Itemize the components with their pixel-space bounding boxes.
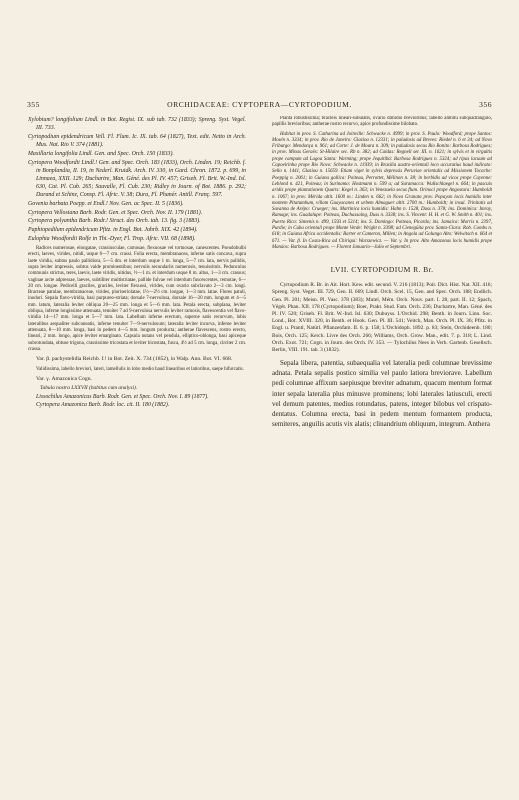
right-column — [272, 116, 492, 782]
variety-gamma-synonym: Lissochilus Amazonicus Barb. Rodr. Gen. et Spec. Orch. Nov. I. 89 (1877). — [36, 394, 209, 401]
habitat-paragraph: Habitat in prov. S. Catharina ad Joinville: Schwacke n. 4999; in prov. S. Paulo: Woodford; prope Santos: Mosén n. 3334; in prov. Rio de Janeiro: Glaziou n. 12331; in paludosis ad Breves: Riedel n. 6 et 34; ad Novo Friburgo: Mendonça n. 961; ad Corte: J. de Moura n. 309; in paludosis secus Rio Bonito: Barbosa Rodrigues; in prov. Minas Geraës: St-Hilaire sec. Rb n. 382; ad Caldas: Regnell ser. III. n. 1621; in sylvis et in virgultis prope campum ad Lagoa Santa: Warming; prope Jequitibá: Barbosa Rodrigues n. 5324; ad ripas lacuum ad Capoeirinha prope Rio Novo: Schwacke n. 11939; in Brasilia austro-orientali loco accuratius haud indicato: Sello n. 1441, Glaziou n. 15659. Etiam viget in sylvis depressis Peruviae orientalis ad Missionem Tocache: Poeppig n. 2061; in Guiana gallica: Poiteau, Perrottet, Mélinon n. 38; in herbidis ad vicos prope Cayenne: Leblond n. 421, Poiteau; in Surinamo: Hostmann n. 599 a; ad Saramacca: Wullschlaegel n. 664; in pascuis aridis prope plantationem Quarts: Kegel n. 363; in Venezuela secus flum. Orinoci prope Angostura: Humboldt n. 1067; in prov. Mérida altit. 1600 m.: Linden n. 662; in Nova Granata prov. Popayan locis humidis inter montem Pitatumbum, villam Guayacanes et urbem Almaguer altit. 2700 m.: Humboldt; in insul. Trinitatis ad Savanna de Arépo: Crueger; ins. Martinica locis humidis: Hahn n. 1528, Duss n. 378; ins. Dominica: Imray, Ramage; ins. Guadalupe: Poiteau, Duchassaing, Duss n. 3338; ins. S. Vincent: H. H. et G. W. Smith n. 401; ins. Puerto Rico: Sintenis n. 499, 1593 et 5314; ins. S. Domingo: Poiteau, Picardo; ins. Jamaica: Morris n. 2397, Purdie; in Cuba orientali prope Monte Verde: Wright n. 3398; ad Cienegüita prov. Santa-Clara: Rob. Combs n. 618; in Guiana Africa occidentalis: Barter et Cameron, Millen; in Angola ad Golungo Alto: Welwitsch n. 664 et 671. — Var. β. In Costa-Rica ad Chiriquí: Warszewicz. — Var. γ. In prov. Alto Amazonas locis humidis prope Manáos: Barbosa Rodrigues. — Florent Januario—Julio et Septembri. — [272, 131, 492, 250]
left-column — [28, 116, 246, 782]
plate-reference: Tabula nostra LXXVII (habitus cum analysi). — [40, 385, 138, 392]
running-header — [27, 100, 492, 114]
synonym-entry: Paphiopedilum epidendricum Pfitz. in Engl. Bot. Jahrb. XIX. 42 (1894). — [28, 227, 198, 234]
synonym-entry: Eulophia Woodfordii Rolfe in Thi.-Dyer, Fl. Trop. Afric. VII. 68 (1898). — [28, 235, 196, 242]
variety-beta: Var. β. pachystelidia Reichb. f.! in Bot. Zeit. X. 734 (1852), in Walp. Ann. Bot. VI. 668. — [36, 356, 233, 363]
synonym-entry: Govenia barbata Poepp. et Endl.! Nov. Gen. ac Spec. II. 5 (1836). — [28, 201, 184, 208]
synonym-entry: Cyrtopera polyantha Barb. Rodr.! Struct. des Orch. tab. 13. fig. 3 (1883). — [28, 218, 201, 225]
genus-heading: LVII. CYRTOPODIUM R. Br. — [330, 265, 434, 275]
synonym-entry: Maxillaria longifolia Lindl. Gen. and Spec. Orch. 150 (1833). — [28, 150, 174, 157]
genus-synonymy: Cyrtopodium R. Br. in Ait. Hort. Kew. edit. secund. V. 216 (1813); Poir. Dict. Hist. Nat. XII. 416; Spreng. Syst. Veget. III. 729, Gen. II. 669; Lindl. Orch. Scel. 15, Gen. and Spec. Orch. 188; Endlich. Gen. Pl. 201; Meisn. Pl. Vasc. 378 (383); Mutel, Mém. Orch. Nouv. part. I. 28, part. II. 12; Spach, Végét. Phan. XII. 178 (Cyrtopodium); Boer, Prakt. Stud. Fam. Orch. 236; Duchartre, Man. Géné. des Pl. IV. 520; Griseb. Fl. Brit. W.-Ind. Isl. 630; Dubuyss. L'Orchid. 298; Benth. in Journ. Linn. Soc. Lond., Bot. XVIII. 320, in Benth. et Hook. Gen. Pl. III. 541; Veitch, Man. Orch. Pl. IX. 36; Pfitz. in Engl. u. Prantl, Natürl. Pflanzenfam. II. 6. p. 158; L'Orchidoph. 1892. p. 83; Stein, Orchideenb. 180; Bois, Orch. 125; Kerch. Livre des Orch. 266; Williams, Orch. Grow. Man., edit. 7. p. 318; L. Lind. Orch. Exot. 721; Cogn. in Journ. des Orch. IV. 353. — Tylochilus Nees in Verh. Gartenb. Gesellsch. Berlin, VIII. 191. tab. 3 (1832). — [272, 282, 492, 354]
synonym-entry: Cyrtopera Vellosiana Barb. Rodr. Gen. et Spec. Orch. Nov. II. 179 (1881). — [28, 209, 203, 216]
running-title: ORCHIDACEAE: CYPTOPERA—CYRTOPODIUM. — [167, 100, 352, 109]
variety-gamma: Var. γ. Amazonica Cogn. — [36, 375, 92, 382]
synonym-entry: Xylobium? longifolium Lindl. in Bot. Regist. IX. sub tab. 732 (1833); Spreng. Syst. Vegel. III. 733. — [28, 117, 246, 132]
variety-beta-description: Validissima, labello breviori, lateri, lamellulis in lobo medio haud linearibus et latioribus, saepe bifurcatis. — [36, 366, 244, 372]
variety-gamma-synonym: Cyrtopera Amazonica Barb. Rodr. loc. cit. II. 180 (1882). — [36, 401, 170, 408]
synonym-entry: Cyrtopodium epidendricum Vell. Fl. Flum. Ic. IX. tab. 64 (1827), Text. edit. Netto in Arch. Mus. Nat. Rio V. 374 (1881). — [28, 133, 246, 149]
variety-intro: Planta robustissima; bracteis lineari-subulatis, ovario dimidio brevioribus; labello ambitu subquadrangulo, papillis brevioribus; antherae rostro recurvo, apice profundissime bilobato. — [272, 116, 492, 128]
synonymy-list — [28, 116, 246, 243]
synonym-entry: Cyrtopera Woodfordii Lindl.! Gen. and Spec. Orch. 183 (1833), Orch. Linden. 19; Reichb. f. in Bonplandia, II. 19, in Nederl. Kruidk. Arch. IV. 330, in Gard. Chron. 1872. p. 699, in Linnaea, XXII. 129; Duchartre, Man. Géné. des Pl. IV. 457; Griseb. Fl. Brit. W.-Ind. Isl. 630, Cat. Pl. Cub. 265; Sauvalle, Fl. Cub. 230; Ridley in Journ. of Bot. 1886. p. 292; Durand et Schinz, Consp. Fl. Afric. V. 38; Dura, Fl. Phanér. Antill. Franç. 597. — [28, 159, 246, 199]
page-number-right: 356 — [479, 100, 492, 109]
page-number-left: 355 — [27, 100, 40, 109]
genus-description: Sepala libera, patentia, subaequalia vel lateralia pedi columnae brevissime adnata. Petala sepalis postico similia vel paulo latiora breviorave. Labellum pedi columnae affixum saepiusque breviter adnatum, quacum mentum format inter sepala lateralia plus minusve prominens; lobi laterales latiusculi, erecti vel demum patentes, medius rotundatus, patens, integer bilobus vel crispato-dentatus. Columna erecta, basi in pedem mentum formantem producta, semiteres, anguilis acutis vix alatis; clinandrium obliquum, integrum. Anthera — [272, 359, 492, 428]
species-description: Radices numerosae, elongatae, crassiusculae, carnosae, flexuosae vel tortuosae, canescentes. Pseudobulbi erecti, laeves, virides, nitidi, usque 6—7 cm. crassi. Folia erecta, membranacea, inferne satis concava, supra laete viridia, subtus paulo pallidiora, 5—5 dm. et interdum usque 1 m. longa, 5—7 cm. lata, nervis pallidis, supra leviter impressis, subtus valde prominentibus; nervulis secundariis numerosis, tenuissimis. Pedunculus communis strictus, teres, laevis, laete viridis, nitidus, ½—1 m. et interdum usque 8 m. altus, 1—3 cm. crassus; vaginae arcte adpressae, laeves, subtiliter multistriatae, pallide fulvae vel interdum fuscescentes, remotae, 6—20 cm. longae. Pedicelli graciles, graciles, leviter flexuosi, virides, cum ovario subclavato 2—3 cm. longi. Bracteae patulae, membranaceae, virides, pluriseriolatae, 1½—2½ cm. longae, 1—3 mm. latae. Flores patuli, inodori. Sepala flavo-viridia, basi purpureo-striata; dorsale 7-nervulosa, dorsale 16—20 mm. longum et 4—5 mm. latum, lateralia leviter obliqua 20—25 mm. longa et 5—6 mm. lata. Petala erecta, subplana, leviter obliqua, inferne longissime attenuata, tenuiter 7 ad 9-nervulosa nervulis leviter ramosis, flavescentia vel flavo-viridia 14—17 mm. longa et 5—7 mm. lata. Labellum inferne erectum, superne satis recurvum, lobis lateralibus aequaliter subcuneatis, inferne tenuiter 7—9-nervulosum; lateralia leviter incurva, inferne leviter attenuata, 8—10 mm. longa, basi in pedem 4—5 mm. longum producta; antherae flavescens, rostro erecto, lineari, 2 mm. longo, apice leviter emarginato. Capsula nutans vel pendula, elliptico-oblonga, basi apiceque subrotundata, obtuse trigona, crassissime tricostata et leviter bicostata, fusca, 4½ ad 5 cm. longa, circiter 2 cm. crassa. — [28, 246, 246, 352]
